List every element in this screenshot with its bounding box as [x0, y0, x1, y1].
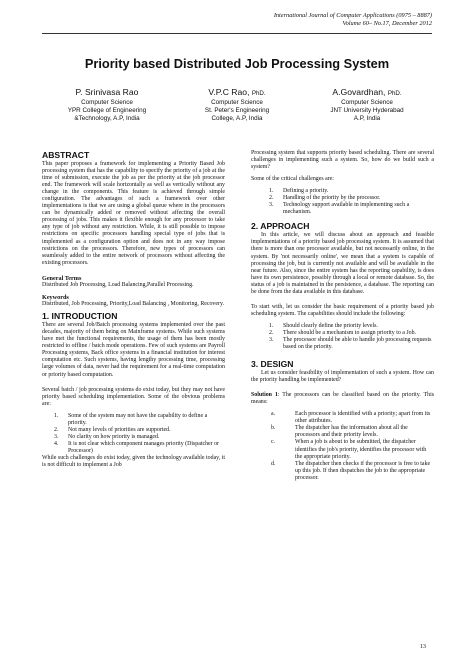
- introduction-heading: 1. INTRODUCTION: [42, 311, 118, 322]
- author-affiliation: JNT University Hyderabad: [330, 106, 404, 114]
- author-dept: Computer Science: [211, 99, 263, 106]
- header-rule: [42, 33, 432, 34]
- author-name: V.P.C Rao,: [208, 87, 250, 97]
- design-paragraph: Let us consider feasibility of implementation of such a system. How can the priority handling be implemented?: [251, 370, 434, 384]
- author-affiliation: YPR College of Engineering: [67, 106, 147, 114]
- author-location: &Technology, A.P, India: [74, 114, 140, 122]
- author-3: [302, 87, 432, 122]
- list-item: 2. Not many levels of priorities are supported.: [54, 426, 171, 433]
- list-item: 3. No clarity on how priority is managed.: [54, 433, 160, 440]
- page-number: 13: [419, 643, 426, 650]
- author-2: [172, 87, 302, 122]
- introduction-paragraph: There are several Job/Batch processing systems implemented over the past decades, majority of them being on Mainframe systems. While such systems have met the functional requirements, the usage of them has been mostly restricted to offline / batch mode operations. Few of such systems are Payroll Processing systems, Back office systems in a financial institution for interest computation etc. Such systems, having lengthy processing time, processing large volumes of data, never had the requirement for a real-time computation or priority based computation.: [42, 322, 225, 378]
- author-degree: PhD.: [251, 90, 266, 97]
- author-degree: PhD.: [387, 90, 402, 97]
- left-column: [42, 150, 225, 469]
- list-item: a. Each processor is identified with a priority; apart from its other attributes.: [271, 411, 431, 425]
- paper-title: Priority based Distributed Job Processing System: [84, 56, 390, 71]
- author-dept: Computer Science: [81, 99, 133, 106]
- author-1: [42, 87, 172, 122]
- list-item: 2. Handling of the priority by the processor.: [269, 195, 381, 202]
- introduction-paragraph: While such challenges do exist today, given the technology available today, it is not difficult to implement a Job: [42, 455, 225, 469]
- author-location: A.P, India: [353, 114, 381, 122]
- author-dept: Computer Science: [341, 99, 393, 106]
- list-item: 3. Technology support available in implementing such a mechanism.: [269, 202, 410, 216]
- design-heading: 3. DESIGN: [251, 359, 294, 370]
- list-item: c. When a job is about to be submitted, the dispatcher identifies the job's priority, identifies the processor with the appropriate priority.: [271, 439, 427, 460]
- author-affiliation: St. Peter's Engineering: [204, 106, 270, 114]
- approach-heading: 2. APPROACH: [251, 221, 310, 232]
- solution-label: Solution 1: [251, 392, 278, 399]
- list-item: 4. It is not clear which component manages priority (Dispatcher or Processor): [54, 440, 219, 454]
- list-item: 1. Defining a priority.: [269, 188, 329, 195]
- journal-header: [182, 12, 432, 28]
- general-terms-heading: General Terms: [42, 274, 82, 282]
- abstract-heading: ABSTRACT: [42, 150, 90, 160]
- challenges-list: [251, 188, 434, 216]
- problems-list: [42, 413, 225, 455]
- list-item: b. The dispatcher has the information about all the processors and their priority levels.: [271, 425, 408, 439]
- approach-paragraph: To start with, let us consider the basic requirement of a priority based job scheduling system. The capabilities should include the following:: [251, 303, 434, 317]
- journal-name: International Journal of Computer Applications (0975 – 8887): [273, 12, 432, 19]
- capabilities-list: [251, 323, 434, 351]
- list-item: 1. Should clearly define the priority levels.: [269, 322, 378, 329]
- list-item: 1. Some of the system may not have the capability to define a priority.: [54, 412, 208, 426]
- author-name: A.Govardhan,: [332, 87, 386, 97]
- solution-list: [251, 411, 434, 481]
- introduction-paragraph: Several batch / job processing systems do exist today, but they may not have priority based scheduling implementation. Some of the obvious problems are:: [42, 386, 225, 407]
- list-item: 3. The processor should be able to handle job processing requests based on the priority.: [269, 336, 432, 351]
- journal-volume: Volume 60– No.17, December 2012: [342, 20, 432, 27]
- keywords-heading: Keywords: [42, 293, 69, 301]
- body-paragraph: Processing system that supports priority based scheduling. There are several challenges in implementing such a system. So, how do we build such a system?: [251, 150, 434, 171]
- author-location: College, A.P, India: [211, 114, 263, 122]
- approach-paragraph: In this article, we will discuss about an approach and feasible implementations of a priority based job processing system. It is assumed that there is more than one processor available, but not necessarily online, in the system. By 'not necessarily online', we mean that a system is capable of processing the job, but is currently not available and will be available in the near future. Also, since the entire system has the reporting capability, is does have its own persistence, possibly through a local or remote database. So, the status of a job is maintained in the persistence, a database. The reporting can be done from the data available in this database.: [251, 232, 434, 295]
- solution-paragraph: [251, 392, 434, 406]
- body-paragraph: Some of the critical challenges are:: [251, 176, 334, 183]
- list-item: 2. There should be a mechanism to assign priority to a Job.: [269, 329, 417, 336]
- abstract-text: This paper proposes a framework for implementing a Priority Based Job processing system that has the capability to specify the priority of a job at the time of submission, execute the job as per the priority at the job processor end. The framework will scale horizontally as well as vertically without any change in the components. This feature is achieved through simple configuration. The advantages of such a framework over other implementations is that we are using a global queue where in the processors can be dynamically added or removed without affecting the overall processing of jobs. This makes it flexible enough for any processor to take any type of job without any restriction. While, it is still possible to impose restrictions on specific processors handling special type of jobs that is implemented as a configuration option and does not in any way impose restrictions on the processors. Therefore, new types of processors can seamlessly added to the entire network of processors without affecting the existing processors.: [42, 161, 225, 266]
- list-item: d. The dispatcher then checks if the processor is free to take up this job. If then dispatches the job to the appropriate processor.: [271, 460, 431, 481]
- solution-text: : The processors can be classified based on the priority. This means:: [251, 392, 434, 406]
- keywords-text: Distributed, Job Processing, Priority,Load Balancing , Monitoring, Recovery.: [42, 301, 224, 308]
- author-name: P. Srinivasa Rao: [75, 87, 139, 97]
- right-column: [251, 150, 434, 482]
- general-terms-text: Distributed Job Processing, Load Balancing,Parallel Processing.: [42, 281, 194, 288]
